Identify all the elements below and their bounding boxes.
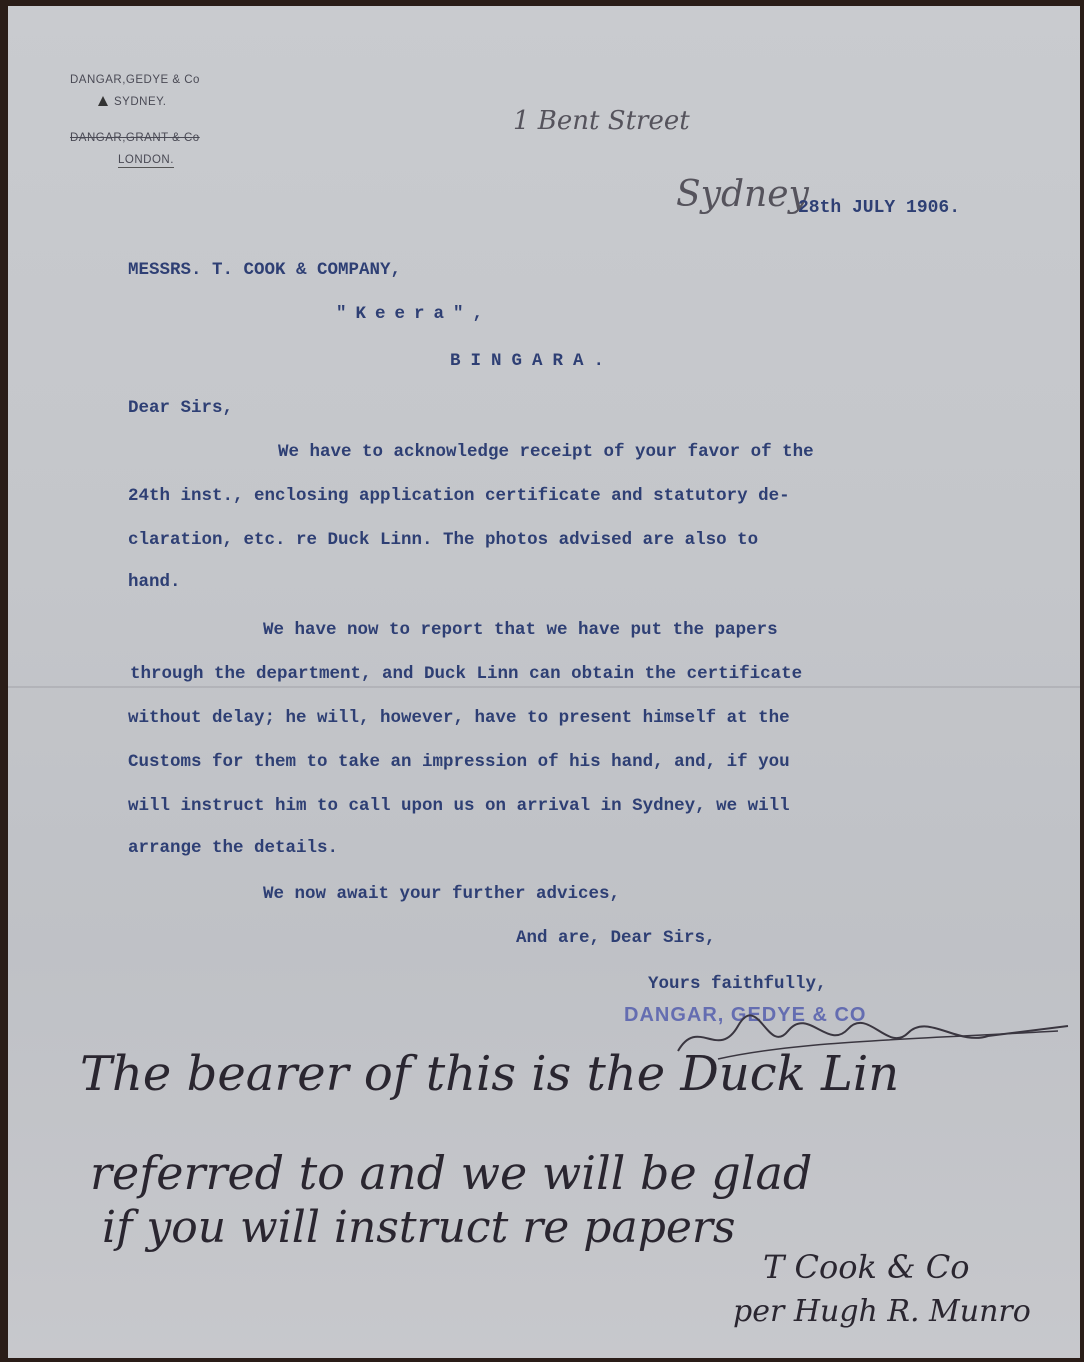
body-line: through the department, and Duck Linn can obtain the certificate bbox=[130, 664, 803, 684]
letter-date: 28th JULY 1906. bbox=[798, 198, 961, 218]
body-line: We now await your further advices, bbox=[263, 884, 621, 904]
body-line: without delay; he will, however, have to present himself at the bbox=[128, 708, 790, 728]
handwritten-place: Sydney bbox=[676, 174, 809, 215]
letterhead-city-label: SYDNEY. bbox=[114, 96, 167, 108]
closing-line: And are, Dear Sirs, bbox=[516, 928, 716, 948]
recipient-name: MESSRS. T. COOK & COMPANY, bbox=[128, 260, 402, 280]
arrow-icon bbox=[98, 96, 108, 106]
fold-line bbox=[8, 686, 1080, 688]
body-line: hand. bbox=[128, 572, 181, 592]
body-line: We have now to report that we have put the papers bbox=[263, 620, 778, 640]
letterhead-firm: DANGAR,GEDYE & Co bbox=[70, 74, 200, 86]
letter-sheet bbox=[8, 6, 1080, 1358]
handwritten-note-line: The bearer of this is the Duck Lin bbox=[80, 1046, 900, 1102]
body-line: We have to acknowledge receipt of your favor of the bbox=[278, 442, 814, 462]
handwritten-note-signature: T Cook & Co bbox=[763, 1248, 970, 1286]
recipient-town: BINGARA. bbox=[450, 351, 615, 371]
letterhead-city bbox=[98, 96, 167, 108]
body-line: Customs for them to take an impression of his hand, and, if you bbox=[128, 752, 790, 772]
body-line: will instruct him to call upon us on arrival in Sydney, we will bbox=[128, 796, 790, 816]
closing-line: Yours faithfully, bbox=[648, 974, 827, 994]
handwritten-note-line: referred to and we will be glad bbox=[90, 1146, 813, 1200]
handwritten-address: 1 Bent Street bbox=[513, 106, 690, 136]
handwritten-note-line: if you will instruct re papers bbox=[102, 1202, 736, 1253]
body-line: claration, etc. re Duck Linn. The photos advised are also to bbox=[128, 530, 759, 550]
letterhead-city2: LONDON. bbox=[118, 154, 174, 166]
body-line: 24th inst., enclosing application certificate and statutory de- bbox=[128, 486, 790, 506]
body-line: arrange the details. bbox=[128, 838, 339, 858]
firm-stamp: DANGAR, GEDYE & CO bbox=[624, 1004, 867, 1026]
letterhead-firm-struck: DANGAR,GRANT & Co bbox=[70, 132, 200, 144]
salutation: Dear Sirs, bbox=[128, 398, 234, 418]
handwritten-note-signer: per Hugh R. Munro bbox=[733, 1294, 1031, 1329]
recipient-property: "Keera", bbox=[336, 304, 493, 324]
